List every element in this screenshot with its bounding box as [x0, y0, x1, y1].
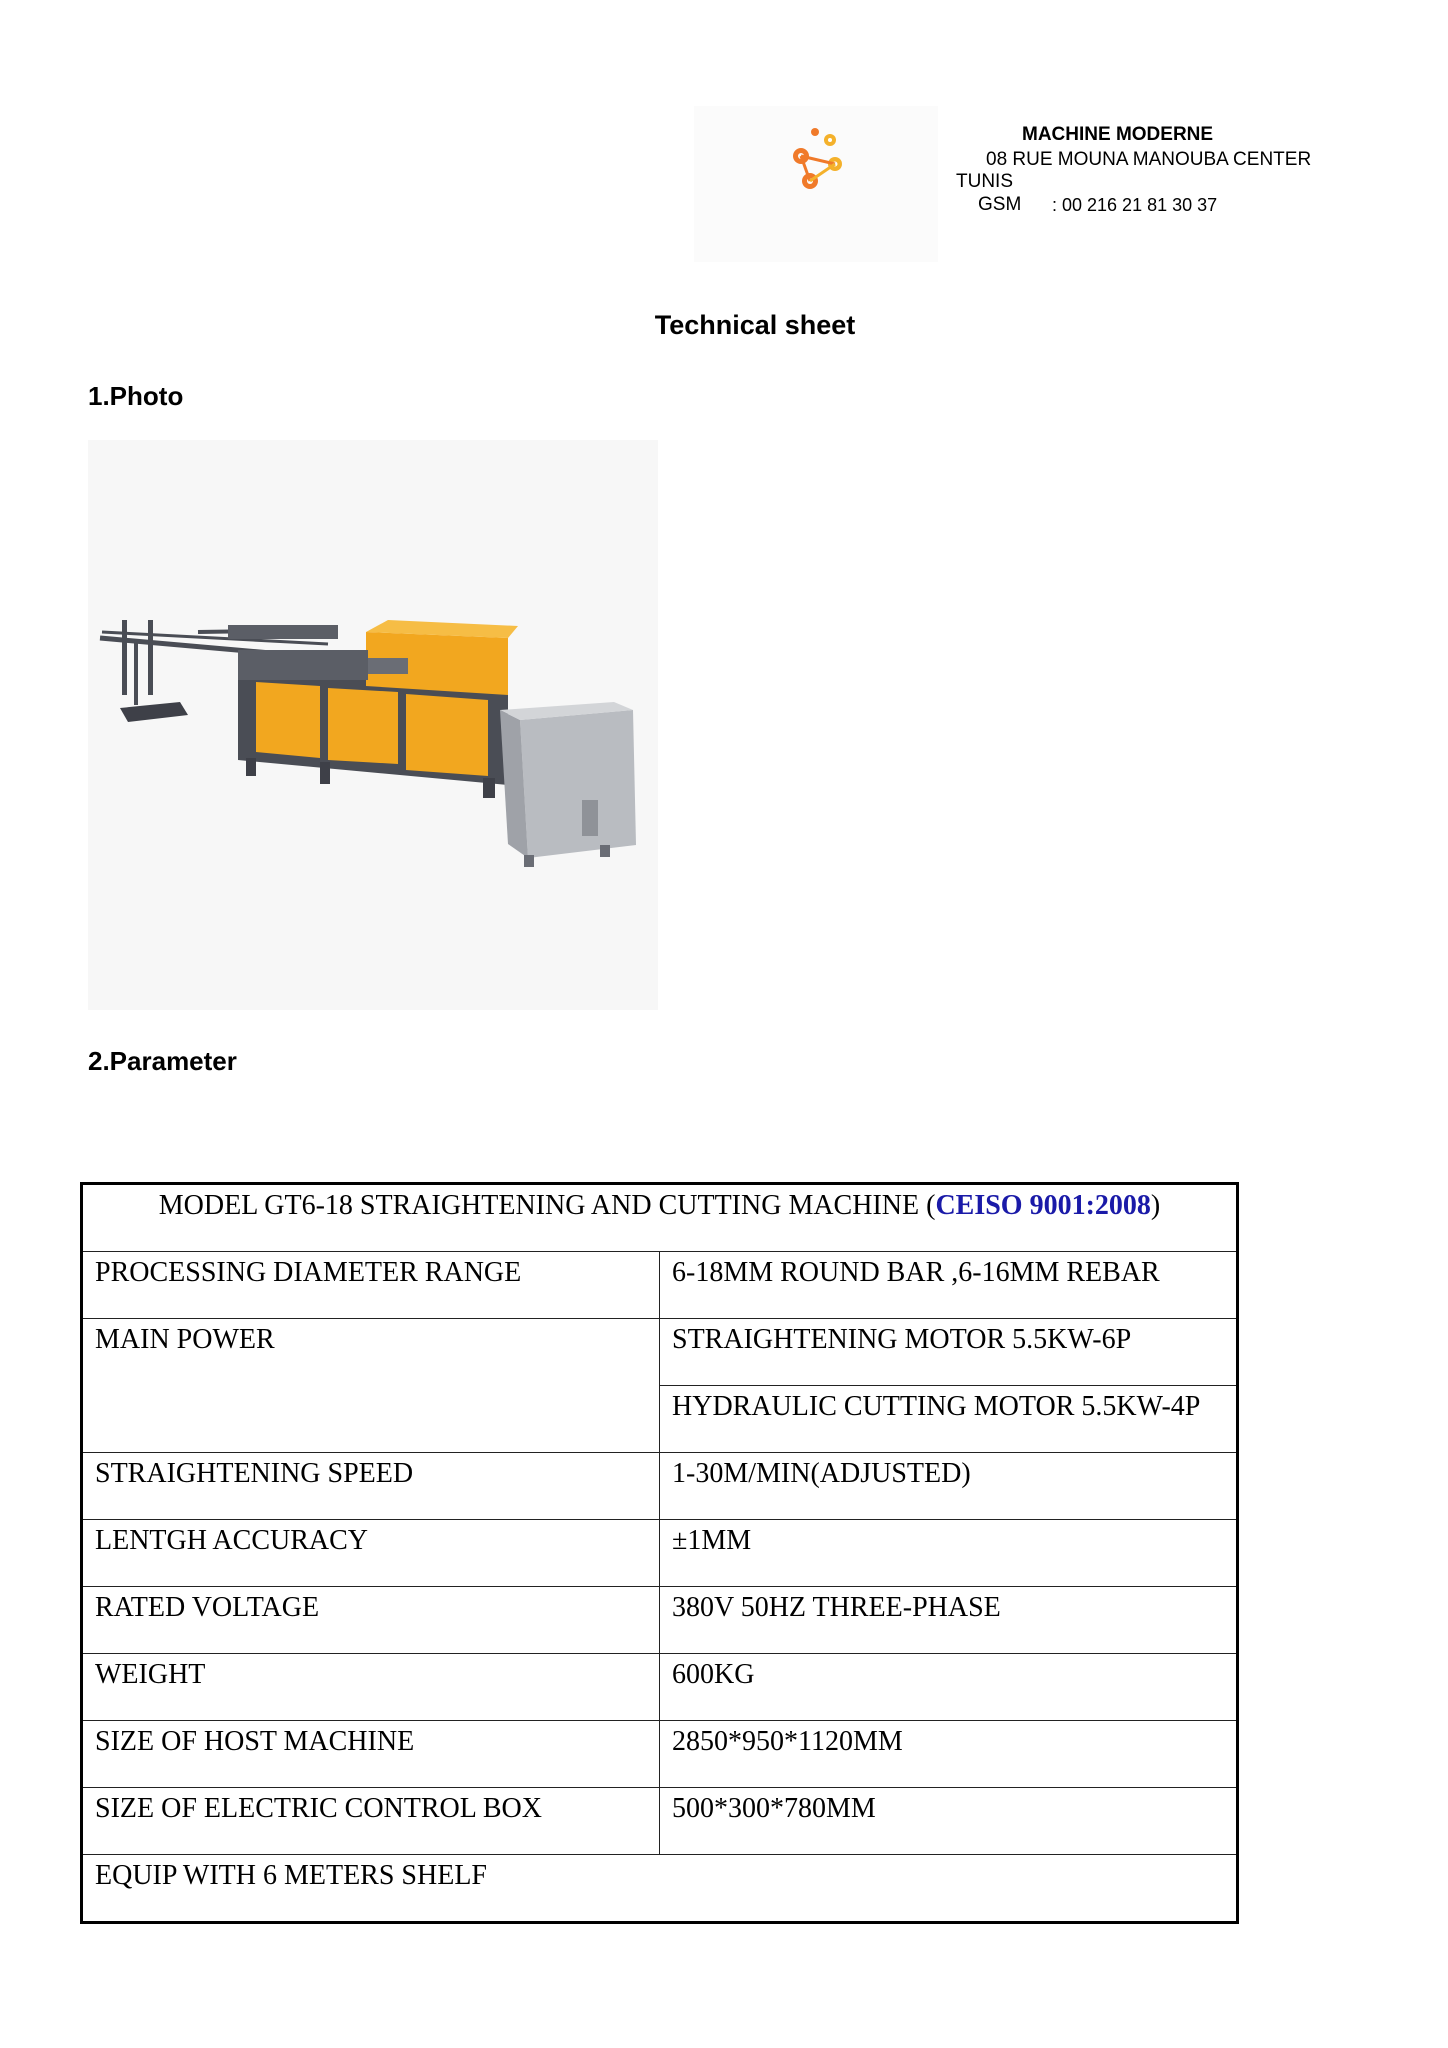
gsm-number: : 00 216 21 81 30 37	[1052, 195, 1218, 215]
param-value: 500*300*780MM	[660, 1788, 1238, 1855]
section-photo-heading: 1.Photo	[88, 381, 184, 411]
certification-label: CEISO 9001:2008	[935, 1190, 1151, 1221]
gsm-label: GSM	[978, 194, 1022, 215]
table-header-cell	[82, 1184, 1238, 1252]
table-row	[82, 1654, 1238, 1721]
document-title: Technical sheet	[654, 310, 856, 340]
param-value: 380V 50HZ THREE-PHASE	[660, 1587, 1238, 1654]
model-title-close: )	[1150, 1190, 1161, 1221]
param-value: ±1MM	[660, 1520, 1238, 1587]
table-footer-row	[82, 1855, 1238, 1923]
table-footer-cell: EQUIP WITH 6 METERS SHELF	[82, 1855, 1238, 1923]
param-label: PROCESSING DIAMETER RANGE	[82, 1252, 660, 1319]
address-city: TUNIS	[956, 171, 1013, 192]
table-row	[82, 1520, 1238, 1587]
table-row	[82, 1721, 1238, 1788]
spec-table	[80, 1182, 1239, 1924]
table-header-row	[82, 1184, 1238, 1252]
param-value: 2850*950*1120MM	[660, 1721, 1238, 1788]
table-row	[82, 1587, 1238, 1654]
table-row	[82, 1319, 1238, 1386]
model-title: MODEL GT6-18 STRAIGHTENING AND CUTTING MACHINE (	[158, 1190, 936, 1221]
company-name: MACHINE MODERNE	[1022, 124, 1214, 145]
param-label: SIZE OF HOST MACHINE	[82, 1721, 660, 1788]
param-label: LENTGH ACCURACY	[82, 1520, 660, 1587]
param-label: WEIGHT	[82, 1654, 660, 1721]
param-value: 6-18MM ROUND BAR ,6-16MM REBAR	[660, 1252, 1238, 1319]
section-parameter-heading: 2.Parameter	[88, 1046, 237, 1076]
table-row	[82, 1788, 1238, 1855]
param-label: SIZE OF ELECTRIC CONTROL BOX	[82, 1788, 660, 1855]
param-label: MAIN POWER	[82, 1319, 660, 1453]
table-row	[82, 1252, 1238, 1319]
address-line: 08 RUE MOUNA MANOUBA CENTER	[986, 149, 1312, 170]
gears-icon	[694, 106, 938, 262]
param-label: RATED VOLTAGE	[82, 1587, 660, 1654]
param-value: 1-30M/MIN(ADJUSTED)	[660, 1453, 1238, 1520]
company-logo	[694, 106, 938, 262]
param-value: 600KG	[660, 1654, 1238, 1721]
machine-image	[88, 440, 658, 1010]
param-value: STRAIGHTENING MOTOR 5.5KW-6P	[660, 1319, 1238, 1386]
param-label: STRAIGHTENING SPEED	[82, 1453, 660, 1520]
param-value-secondary: HYDRAULIC CUTTING MOTOR 5.5KW-4P	[660, 1386, 1238, 1453]
machine-photo	[88, 440, 658, 1010]
table-row	[82, 1453, 1238, 1520]
